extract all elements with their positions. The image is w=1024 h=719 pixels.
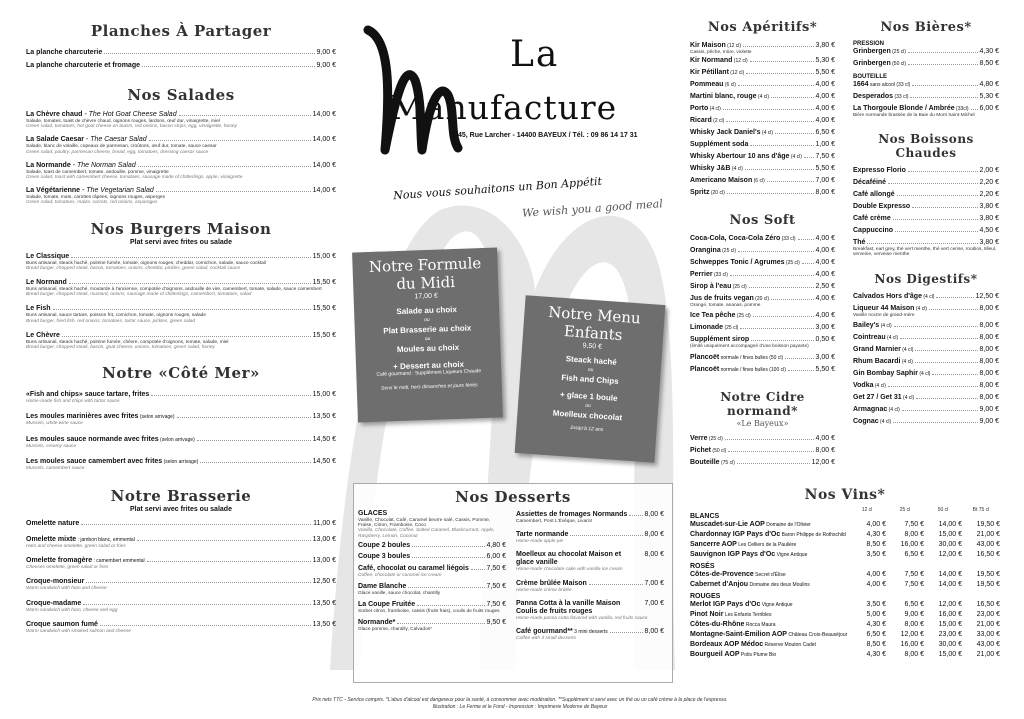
menu-item: Vodka (4 cl) 8,00 € — [853, 381, 999, 389]
section-subtitle: Plat servi avec frites ou salade — [130, 506, 232, 514]
menu-item: Limonade (25 cl) 3,00 € — [690, 324, 835, 332]
enfants-line: + glace 1 boule — [559, 389, 618, 403]
wine-row: Sauvignon IGP Pays d'Oc Vigne Antique 3,50 € 6,50 € 12,00 € 16,50 € — [690, 551, 1000, 558]
menu-item: Kir Pétillant (12 cl) 5,50 € — [690, 69, 835, 77]
desserts-right — [516, 510, 664, 641]
menu-item: Cognac (4 cl) 9,00 € — [853, 417, 999, 425]
menu-item: Spritz (20 cl) 8,00 € — [690, 189, 835, 197]
menu-item: Plancoët normale / fines bulles (50 cl) 3,00 € — [690, 353, 835, 361]
formule-price: 17,00 € — [414, 292, 438, 301]
menu-item: Double Expresso 3,80 € — [853, 203, 999, 211]
formule-box — [352, 248, 503, 423]
menu-item: Grand Marnier (4 cl) 8,00 € — [853, 345, 999, 353]
menu-item: Pichet (50 cl) 8,00 € — [690, 446, 835, 454]
section-title-desserts: Nos Desserts — [455, 488, 571, 506]
wine-row: Montagne-Saint-Émilion AOP Château Croix-Beauséjour 6,50 € 12,00 € 23,00 € 33,00 € — [690, 631, 1000, 638]
menu-item: Ice Tea pêche (25 cl) 4,00 € — [690, 312, 835, 320]
planches-list — [26, 48, 336, 70]
section-title-mer: Notre «Côté Mer» — [102, 364, 260, 383]
glaces-desc-en: Vanilla, Chocolate, Coffee, Salted Caramel, Blackcurrant, Apple, Raspberry, Lemon, Coconut — [358, 528, 495, 539]
soft-list — [690, 234, 835, 373]
welcome-fr: Nous vous souhaitons un Bon Appétit — [392, 174, 603, 203]
menu-item: Omelette fromagère : camembert emmental 13,00 € Cheeses omelette, green salad or fries — [26, 557, 336, 571]
glaces-block — [358, 510, 506, 539]
menu-item: Kir Normand (12 cl) 5,30 € — [690, 57, 835, 65]
menu-item: 1664 sans alcool (33 cl) 4,80 € — [853, 81, 999, 88]
pression-label: PRESSION — [853, 41, 885, 47]
menu-item: Croque saumon fumé 13,50 € Warm sandwich with smoked salmon and cheese — [26, 620, 336, 634]
menu-item: Omelette nature 11,00 € — [26, 520, 336, 528]
formule-line: + Dessert au choix — [392, 359, 465, 372]
menu-item: Supplément sirop 0,50 € (limité uniquement accompagné d'une boisson payante) — [690, 336, 835, 350]
menu-item: Décaféiné 2,20 € — [853, 179, 999, 187]
wine-row: Côtes-de-Provence Secret d'Élise 4,00 € 7,50 € 14,00 € 19,50 € — [690, 571, 1000, 578]
menu-item: La planche charcuterie 9,00 € — [26, 49, 336, 56]
formule-title-2: du Midi — [396, 273, 456, 294]
desserts-columns — [354, 506, 672, 641]
menu-item: Whisky Abertour 10 ans d'âge (4 cl) 7,50 € — [690, 153, 835, 161]
menu-item: Verre (25 cl) 4,00 € — [690, 434, 835, 442]
section-title-digestifs: Nos Digestifs* — [874, 271, 978, 286]
section-title-aperitifs: Nos Apéritifs* — [707, 20, 818, 35]
menu-item: Les moules sauce normande avec frites (selon arrivage) 14,50 € Mussels, creamy sauce — [26, 435, 336, 449]
menu-item: Le Chèvre 15,50 € Buns artisanal, steack haché, poitrine fumée, chèvre, compotée d'oignons, tomate, salade, miel Bread burger, chopped steak, bacon, goat cheese, onions, tomatoes, green salad, honey — [26, 331, 336, 351]
cidre-subtitle: «Le Bayeux» — [736, 418, 789, 428]
menu-item: Gin Bombay Saphir (4 cl) 8,00 € — [853, 369, 999, 377]
menu-item: Pommeau (6 cl) 4,00 € — [690, 81, 835, 89]
menu-item: Schweppes Tonic / Agrumes (25 cl) 4,00 € — [690, 259, 835, 267]
section-title-soft: Nos Soft — [729, 213, 796, 229]
wine-row: Bourgueil AOP Potis Plume Bio 4,30 € 8,00 € 15,00 € 21,00 € — [690, 651, 1000, 658]
formule-line: Salade au choix — [396, 304, 458, 317]
menu-item: Coupe 2 boules 4,80 € — [358, 541, 506, 549]
menu-item: La Chèvre chaud - The Hot Goat Cheese Salad 14,00 € Salade, tomates, toast de chèvre chaud, oignons rouges, lardons, œuf dur, vinaigrette, miel Green salad, tomatoes, hot goat cheese on toasts, red onions, bacon strips, egg, vinaigrette, honey — [26, 111, 336, 130]
menu-item: La Thorgoule Blonde / Ambrée (33cl) 6,00 € Bière normande brassée de la Baie du Mont Saint-Michel — [853, 105, 999, 118]
section-title-brasserie: Notre Brasserie — [110, 487, 252, 506]
menu-item: Grinbergen (50 cl) 8,50 € — [853, 60, 999, 67]
formule-note: Café gourmand : Supplément Liqueurs Chaude — [376, 368, 482, 378]
burgers-list — [26, 252, 336, 351]
digestifs-list — [853, 292, 999, 426]
menu-item: Armagnac (4 cl) 9,00 € — [853, 405, 999, 413]
menu-item: Martini blanc, rouge (4 cl) 4,00 € — [690, 93, 835, 101]
menu-item: Cappuccino 4,50 € — [853, 227, 999, 235]
menu-item: Liqueur 44 Maison (4 cl) 8,00 € Vanille noctre de grand-mère — [853, 304, 999, 318]
menu-item: Bailey's (4 cl) 8,00 € — [853, 321, 999, 329]
enfants-line: Steack haché — [565, 354, 618, 367]
column-left — [26, 22, 336, 634]
section-title-cidre: Notre Cidre normand* — [720, 389, 805, 418]
section-title-chaudes: Nos Boissons Chaudes — [878, 132, 974, 161]
cidre-list — [690, 434, 835, 467]
logo-line2: Manufacture — [390, 88, 618, 127]
menu-item: Thé 3,80 € Breakfast, earl grey, thé vert menthe, thé vert cerise, rooibos, tilleul, verveine, verveine menthe — [853, 239, 999, 258]
logo — [360, 20, 670, 160]
footer-legal: Prix nets TTC - Service compris. *L'abus d'alcool est dangereux pour la santé, à consommer avec modération. **Supplément si servi avec un thé ou un café crème à la place de l'expresso. — [312, 697, 728, 703]
menu-item: Café gourmand** 3 mini desserts 8,00 € Coffee with 3 small desserts — [516, 628, 664, 642]
footer — [300, 697, 740, 711]
menu-item: Omelette mixte : jambon blanc, emmental 13,00 € Ham and cheese omelette, green salad or fries — [26, 536, 336, 550]
menu-item: Croque-madame 13,50 € Warm sandwich with ham, cheese and egg — [26, 599, 336, 613]
menu-item: Perrier (33 cl) 4,00 € — [690, 271, 835, 279]
wine-row: Muscadet-sur-Lie AOP Domaine de l'Olivier 4,00 € 7,50 € 14,00 € 19,50 € — [690, 521, 1000, 528]
menu-item: Croque-monsieur 12,50 € Warm sandwich with ham and cheese — [26, 578, 336, 592]
menu-item: Kir Maison (12 cl) 3,80 € Cassis, pêche, mûre, violette — [690, 42, 835, 55]
menu-item: Calvados Hors d'âge (4 cl) 12,50 € — [853, 292, 999, 300]
menu-item: Les moules sauce camembert avec frites (selon arrivage) 14,50 € Mussels, camembert sauce — [26, 457, 336, 471]
menu-item: Café crème 3,80 € — [853, 215, 999, 223]
wine-col-header: Bt 75 cl — [972, 507, 990, 513]
menu-item: Get 27 / Get 31 (4 cl) 8,00 € — [853, 393, 999, 401]
menu-item: Americano Maison (6 cl) 7,00 € — [690, 177, 835, 185]
section-subtitle: Plat servi avec frites ou salade — [130, 238, 232, 246]
wine-row: Sancerre AOP Les Celliers de la Paulière 8,50 € 16,00 € 30,00 € 43,00 € — [690, 541, 1000, 548]
menu-item: Jus de fruits vegan (20 cl) 4,00 € Orange, tomate, ananas, pomme — [690, 295, 835, 309]
menu-item: Coca-Cola, Coca-Cola Zéro (33 cl) 4,00 € — [690, 235, 835, 243]
column-drinks-2 — [853, 20, 999, 426]
menu-item: La Normande - The Norman Salad 14,00 € Salade, toast de camembert, tomate, andouille, pomme, vinaigrette Green salad, toast with camembert cheese, tomatoes, sausage made of chitterlings, apple, vinaigrette — [26, 161, 336, 181]
menu-item: Le Normand 15,50 € Buns artisanal, steack haché, moutarde à l'ancienne, compotée d'oignons, andouille de vire, camembert, tomate, salade, sauce camembert Bread burger, chopped steak, mustard, onions, sausage made of chitterlings, camembert, tomatoes, salad — [26, 279, 336, 298]
desserts-left — [358, 510, 506, 641]
wine-row: Merlot IGP Pays d'Oc Vigne Antique 3,50 € 6,50 € 12,00 € 16,50 € — [690, 601, 1000, 608]
menu-item: Whisky J&B (4 cl) 5,50 € — [690, 165, 835, 173]
menu-item: Dame Blanche 7,50 € Glace vanille, sauce chocolat, chantilly — [358, 583, 506, 597]
menu-item: Crème brûlée Maison 7,00 € Home-made crème brûlée — [516, 579, 664, 593]
menu-item: Tarte normande 8,00 € Home-made apple pie — [516, 531, 664, 545]
welcome-en: We wish you a good meal — [521, 197, 664, 220]
wine-group-label: ROSÉS — [690, 563, 715, 570]
glaces-desc: Vanille, Chocolat, Café, Caramel beurre salé, Cassis, Pomme, Fraise, Citron, Framboise, Coco — [358, 518, 491, 529]
menu-item: La Salade Caesar - The Caesar Salad 14,00 € Salade, blanc de volaille, copeaux de parmesan, croûtons, œuf dur, tomate, sauce caesar Green salad, poultry, parmesan cheese, bread, egg, tomatoes, dressing caesar sauce — [26, 136, 336, 155]
wine-col-header: 50 cl — [937, 507, 949, 513]
menu-item: Ricard (2 cl) 4,00 € — [690, 117, 835, 125]
enfants-note: Jusqu'à 12 ans — [569, 424, 604, 434]
footer-credits: Illustration : Le Ferme et le Fond - Impression : Imprimerie Moderne de Bayeux — [432, 704, 608, 710]
enfants-title-2: Enfants — [563, 322, 624, 345]
menu-item: Moelleux au chocolat Maison et glace vanille 8,00 € Home-made chocolate cake with vanilla ice cream — [516, 551, 664, 573]
menu-item: Grinbergen (25 cl) 4,30 € — [853, 48, 999, 55]
menu-item: Les moules marinières avec frites (selon arrivage) 13,50 € Mussels, white wine sauce — [26, 413, 336, 427]
menu-item: Normande* 9,50 € Glace pomme, chantilly, Calvados* — [358, 619, 506, 633]
wine-col-header: 25 cl — [899, 507, 911, 513]
menu-item: Supplément soda 1,00 € — [690, 141, 835, 149]
formule-or: ou — [424, 316, 430, 324]
vins-section — [690, 487, 1000, 660]
menu-item: Le Fish 15,50 € Buns artisanal, sauce tartare, poisson frit, cornichon, tomate, oignons rouges, salade Bread burger, fried fish, red onions, tomatoes, tartar sauce, pickles, green salad — [26, 305, 336, 324]
menu-item: «Fish and chips» sauce tartare, frites 15,00 € Home-made fish and chips with tartar sauce — [26, 391, 336, 405]
enfants-or: ou — [587, 366, 594, 374]
enfants-line: Moelleux chocolat — [552, 408, 623, 423]
menu-item: Rhum Bacardi (4 cl) 8,00 € — [853, 357, 999, 365]
menu-item: Le Classique 15,00 € Buns artisanal, steack haché, poitrine fumée, tomate, oignons rouges, cheddar, cornichon, salade, sauce cocktail Bread burger, chopped steak, bacon, tomatoes, onions, cheddar, pickles, green salad, cocktail sauce — [26, 252, 336, 271]
wine-row: Côtes-du-Rhône Rocca Maura 4,30 € 8,00 € 15,00 € 21,00 € — [690, 621, 1000, 628]
column-drinks-1 — [690, 20, 835, 467]
menu-item: Orangina (25 cl) 4,00 € — [690, 247, 835, 255]
menu-item: Bouteille (75 cl) 12,00 € — [690, 458, 835, 466]
address: 45, Rue Larcher - 14400 BAYEUX / Tél. : 09 86 14 17 31 — [458, 132, 638, 139]
enfants-box — [515, 295, 666, 462]
menu-item: Panna Cotta à la vanille Maison Coulis de fruits rouges 7,00 € Home-made panna cotta flavored with vanilla, red fruits sauce — [516, 599, 664, 621]
menu-item: Porto (4 cl) 4,00 € — [690, 105, 835, 113]
menu-item: Assiettes de fromages Normands 8,00 € Camembert, Pont L'Évêque, Livarot — [516, 511, 664, 524]
section-title-salades: Nos Salades — [127, 86, 235, 104]
logo-line1: La — [510, 34, 560, 75]
enfants-title: Notre Menu — [547, 302, 642, 328]
chaudes-list — [853, 166, 999, 257]
menu-item: Cointreau (4 cl) 8,00 € — [853, 333, 999, 341]
menu-item: La Végétarienne - The Vegetarian Salad 14,00 € Salade, tomate, maïs, carottes râpées, oignons rouges, asperges Green salad, tomatoes, maize, carrots, red onions, asparagus — [26, 187, 336, 206]
salades-list — [26, 110, 336, 206]
mer-list — [26, 390, 336, 471]
aperitifs-list — [690, 41, 835, 197]
enfants-line: Fish and Chips — [561, 373, 619, 386]
menu-item: Café allongé 2,20 € — [853, 191, 999, 199]
formule-line: Plat Brasserie au choix — [383, 323, 472, 336]
menu-item: Plancoët normale / fines bulles (100 cl) 5,50 € — [690, 365, 835, 373]
enfants-price: 9,50 € — [582, 342, 603, 351]
formule-or: ou — [424, 335, 431, 343]
wine-group-label: BLANCS — [690, 513, 720, 520]
formule-line: Moules au choix — [396, 342, 460, 355]
menu-item: Desperados (33 cl) 5,30 € — [853, 93, 999, 100]
formule-title: Notre Formule — [368, 254, 482, 276]
section-title-vins: Nos Vins* — [804, 487, 886, 503]
section-title-bieres: Nos Bières* — [880, 20, 972, 35]
bouteille-label: BOUTEILLE — [853, 74, 887, 80]
menu-item: Coupe 3 boules 6,00 € — [358, 552, 506, 560]
section-title-burgers: Nos Burgers Maison — [90, 219, 272, 238]
menu-item: Café, chocolat ou caramel liégois 7,50 € Coffee, chocolate or caramel ice cream — [358, 564, 506, 578]
enfants-or: ou — [585, 402, 592, 410]
menu-item: Whisky Jack Daniel's (4 cl) 6,50 € — [690, 129, 835, 137]
wine-header — [690, 507, 1000, 513]
section-title-planches: Planches À Partager — [90, 22, 272, 40]
wine-row: Bordeaux AOP Médoc Réserve Mouton Cadet 8,50 € 16,00 € 30,00 € 43,00 € — [690, 641, 1000, 648]
brasserie-list — [26, 519, 336, 634]
glaces-label: GLACES — [358, 510, 388, 517]
wine-row: Cabernet d'Anjou Domaine des deux Moulins 4,00 € 7,50 € 14,00 € 19,50 € — [690, 581, 1000, 588]
wine-group-label: ROUGES — [690, 593, 721, 600]
formule-note: Servi le midi, hors dimanches et jours fériés — [380, 382, 478, 392]
wine-row: Chardonnay IGP Pays d'Oc Baron Philippe de Rothschild 4,30 € 8,00 € 15,00 € 21,00 € — [690, 531, 1000, 538]
menu-item: Expresso Florio 2,00 € — [853, 167, 999, 175]
menu-item: La Coupe Fruitée 7,50 € Sorbet citron, framboise, cassis (fruits frais), coulis de fruits rouges — [358, 601, 506, 615]
wine-row: Pinot Noir Les Enfants Terribles 5,00 € 9,00 € 16,00 € 23,00 € — [690, 611, 1000, 618]
wine-col-header: 12 cl — [861, 507, 873, 513]
menu-item: La planche charcuterie et fromage 9,00 € — [26, 62, 336, 69]
menu-item: Sirop à l'eau (25 cl) 2,50 € — [690, 283, 835, 291]
desserts-box — [353, 483, 673, 683]
